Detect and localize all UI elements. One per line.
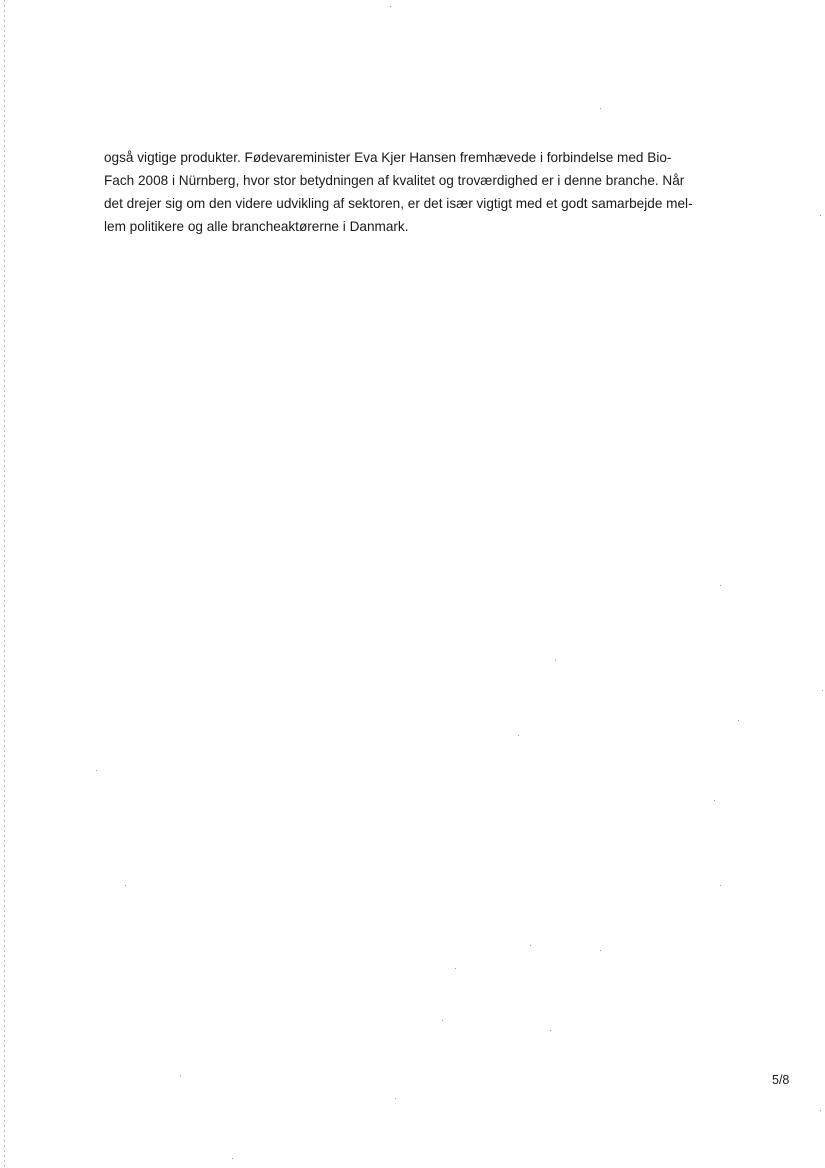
scan-speck [820, 215, 821, 216]
scan-speck [518, 735, 519, 736]
page-number: 5/8 [772, 1073, 790, 1087]
paragraph-line-4: lem politikere og alle brancheaktørerne i Danmark. [104, 219, 409, 234]
scan-speck [600, 950, 601, 951]
scan-speck [180, 1075, 181, 1076]
paragraph-line-2: Fach 2008 i Nürnberg, hvor stor betydningen af kvalitet og troværdighed er i denne branche. Når [104, 173, 685, 188]
scan-speck [442, 1020, 443, 1021]
scan-speck [738, 720, 739, 721]
body-paragraph [104, 146, 704, 238]
scan-speck [600, 108, 601, 109]
scan-speck [530, 945, 531, 946]
scan-speck [455, 968, 456, 969]
scan-speck [822, 690, 823, 691]
scan-speck [232, 1158, 233, 1159]
scan-speck [550, 1030, 551, 1031]
scan-speck [555, 660, 556, 661]
scan-speck [720, 585, 721, 586]
paragraph-line-1: også vigtige produkter. Fødevareminister Eva Kjer Hansen fremhævede i forbindelse med Bio- [104, 150, 672, 165]
scan-speck [820, 1110, 821, 1111]
scan-speck [125, 885, 126, 886]
scan-speck [720, 885, 721, 886]
scan-speck [395, 1098, 396, 1099]
scan-speck [96, 770, 97, 771]
paragraph-line-3: det drejer sig om den videre udvikling af sektoren, er det især vigtigt med et godt samarbejde mel- [104, 196, 693, 211]
scan-speck [390, 6, 391, 7]
scan-edge-line [4, 0, 5, 1168]
scan-speck [714, 800, 715, 801]
